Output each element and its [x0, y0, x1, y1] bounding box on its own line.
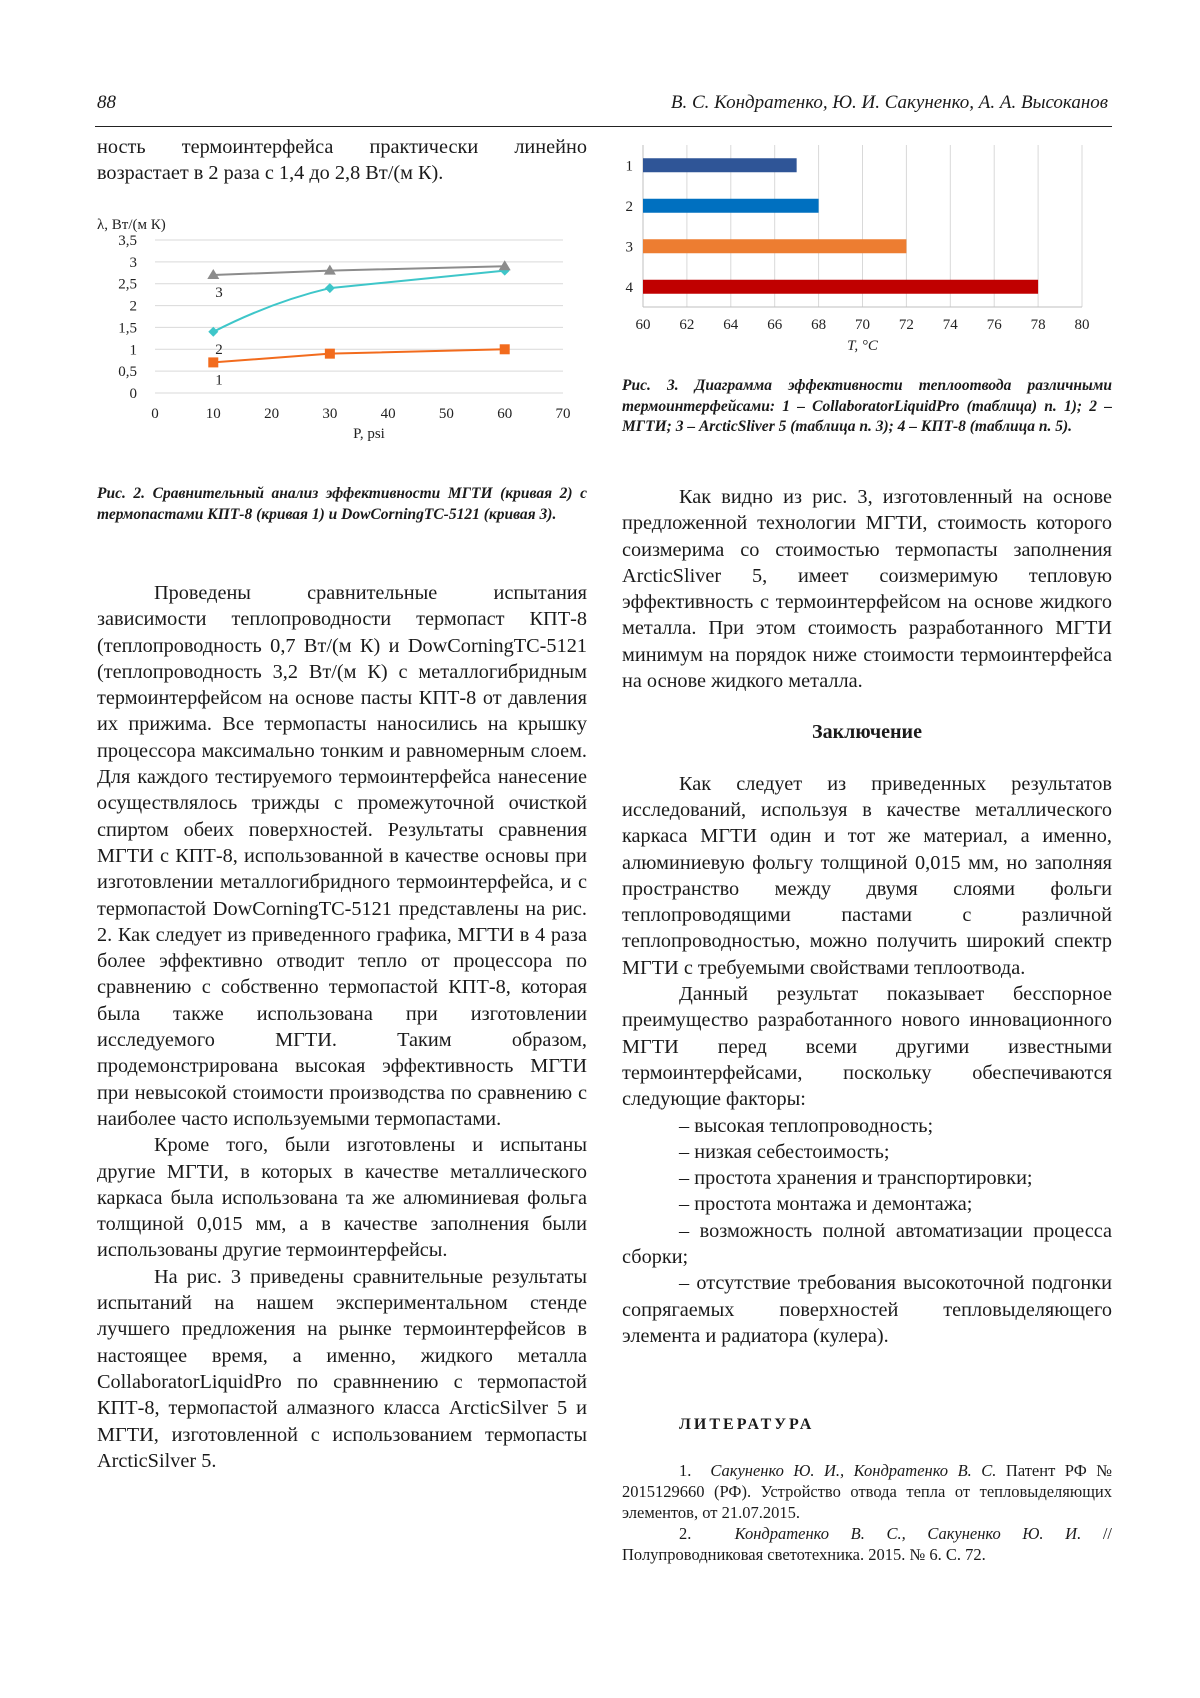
- y-tick-label: 0: [129, 386, 137, 402]
- bar-1: [643, 158, 797, 172]
- x-tick-label: 30: [322, 406, 338, 422]
- y-tick-label: 3: [129, 254, 137, 271]
- x-tick-label: 0: [151, 406, 159, 422]
- series-label: 2: [215, 341, 223, 358]
- left-body: [97, 580, 587, 1474]
- right-body: [622, 484, 1112, 1349]
- x-tick-label: 66: [767, 317, 783, 333]
- bar-4: [643, 280, 1038, 294]
- fig3-caption: Рис. 3. Диаграмма эффективности теплоотвода различными термоинтерфейсами: 1 – CollaboratorLiquidPro (таблица) п. 1); 2 – МГТИ; 3 – ArcticSliver 5 (таблица п. 3); 4 – КПТ-8 (таблица п. 5).: [622, 377, 1112, 435]
- series-line-2: [213, 271, 504, 332]
- x-tick-label: 64: [723, 317, 739, 333]
- data-point: [325, 283, 335, 293]
- literature-heading: ЛИТЕРАТУРА: [679, 1416, 815, 1433]
- x-tick-label: 70: [555, 406, 571, 422]
- fig2-line-chart: [95, 210, 595, 460]
- paragraph: На рис. 3 приведены сравнительные результаты испытаний на нашем экспериментальном стенде лучшего предложения на рынке термоинтерфейсов в настоящее время, а именно, жидкого металла CollaboratorLiquidPro по сравннению с термопастой КПТ-8, термопастой алмазного класса ArcticSilver 5 и МГТИ, изготовленной с использованием термопасты ArcticSilver 5.: [97, 1265, 587, 1472]
- y-tick-label: 1: [625, 158, 633, 175]
- paragraph: Как следует из приведенных результатов исследований, используя в качестве металлического каркаса МГТИ один и тот же материал, а именно, алюминиевую фольгу толщиной 0,015 мм, но заполняя пространство между двумя слоями фольги теплопроводящими пастами с различной теплопроводностью, можно получить широкий спектр МГТИ с требуемыми свойствами теплоотвода.: [622, 772, 1112, 979]
- data-point: [325, 349, 335, 359]
- x-tick-label: 72: [898, 317, 914, 333]
- conclusion-heading: Заключение: [812, 721, 922, 744]
- data-point: [208, 327, 218, 337]
- x-tick-label: 40: [380, 406, 396, 422]
- data-point: [208, 357, 218, 367]
- y-tick-label: 2: [625, 198, 633, 215]
- list-item: – высокая теплопроводность;: [679, 1114, 934, 1137]
- series-line-3: [213, 266, 504, 275]
- header-rule: [95, 126, 1112, 127]
- list-item: – простота хранения и транспортировки;: [679, 1167, 1033, 1190]
- x-tick-label: 76: [986, 317, 1002, 333]
- y-tick-label: 3,5: [118, 233, 137, 249]
- y-tick-label: 2,5: [118, 276, 137, 293]
- x-tick-label: 70: [855, 317, 870, 333]
- x-tick-label: 62: [679, 317, 695, 333]
- y-axis-label: λ, Вт/(м К): [97, 217, 166, 233]
- x-tick-label: 78: [1030, 317, 1046, 333]
- intro-text: ность термоинтерфейса практически линейно возрастает в 2 раза с 1,4 до 2,8 Вт/(м К).: [97, 136, 587, 185]
- data-point: [500, 344, 510, 354]
- reference-item: 2. Кондратенко В. С., Сакуненко Ю. И. // Полупроводниковая светотехника. 2015. № 6. С. 72.: [622, 1524, 1113, 1564]
- x-tick-label: 60: [497, 406, 513, 422]
- fig2-caption: Рис. 2. Сравнительный анализ эффективности МГТИ (кривая 2) с термопастами КПТ-8 (кривая 1) и DowCorningTC-5121 (кривая 3).: [97, 485, 587, 523]
- x-axis-label: T, °C: [847, 338, 878, 354]
- bar-3: [643, 239, 906, 253]
- x-tick-label: 68: [811, 317, 827, 333]
- x-tick-label: 50: [438, 406, 454, 422]
- list-item: – простота монтажа и демонтажа;: [679, 1193, 973, 1216]
- paragraph: Кроме того, были изготовлены и испытаны другие МГТИ, в которых в качестве металлического каркаса была использована та же алюминиевая фольга толщиной 0,015 мм, а в качестве заполнения были использованы другие термоинтерфейсы.: [97, 1134, 587, 1262]
- series-line-1: [213, 349, 504, 362]
- fig3-bar-chart: [605, 140, 1115, 360]
- paragraph: Данный результат показывает бесспорное преимущество разработанного нового инновационного МГТИ перед всеми другими известными термоинтерфейсами, поскольку обеспечиваются следующие факторы:: [622, 983, 1112, 1111]
- list-item: – отсутствие требования высокоточной подгонки сопрягаемых поверхностей тепловыделяющего элемента и радиатора (кулера).: [622, 1272, 1112, 1347]
- list-item: – возможность полной автоматизации процесса сборки;: [622, 1219, 1112, 1269]
- paragraph: Как видно из рис. 3, изготовленный на основе предложенной технологии МГТИ, стоимость которого соизмерима со стоимостью термопасты заполнения ArcticSliver 5, имеет соизмеримую тепловую эффективность с термоинтерфейсом на основе жидкого металла. При этом стоимость разработанного МГТИ минимум на порядок ниже стоимости термоинтерфейса на основе жидкого металла.: [622, 486, 1112, 693]
- y-tick-label: 4: [625, 279, 633, 296]
- paragraph: Проведены сравнительные испытания зависимости теплопроводности термопаст КПТ-8 (теплопроводность 0,7 Вт/(м К) и DowCorningTC-5121 (теплопроводность 3,2 Вт/(м К) с металлогибридным термоинтерфейсом на основе пасты КПТ-8 от давления их прижима. Все термопасты наносились на крышку процессора максимально тонким и равномерным слоем. Для каждого тестируемого термоинтерфейса нанесение осуществлялось трижды с промежуточной очисткой спиртом обеих поверхностей. Результаты сравнения МГТИ с КПТ-8, использованной в качестве основы при изготовлении металлогибридного термоинтерфейса, и с термопастой DowCorningTC-5121 представлены на рис. 2. Как следует из приведенного графика, МГТИ в 4 раза более эффективно отводит тепло от процессора по сравнению с собственно термопастой КПТ-8, которая была также использована при изготовлении исследуемого МГТИ. Таким образом, продемонстрирована высокая эффективность МГТИ при невысокой стоимости производства по сравнению с наиболее часто используемыми термопастами.: [97, 582, 587, 1130]
- x-tick-label: 74: [942, 317, 958, 333]
- x-tick-label: 60: [635, 317, 651, 333]
- y-tick-label: 1: [129, 342, 137, 359]
- series-label: 1: [215, 372, 223, 389]
- y-tick-label: 0,5: [118, 364, 137, 381]
- bar-2: [643, 199, 819, 213]
- page-number: 88: [97, 92, 116, 113]
- y-tick-label: 3: [625, 239, 633, 256]
- series-label: 3: [215, 284, 223, 301]
- x-tick-label: 80: [1074, 317, 1090, 333]
- running-head-authors: В. С. Кондратенко, Ю. И. Сакуненко, А. А. Высоканов: [670, 92, 1108, 113]
- y-tick-label: 2: [129, 298, 137, 315]
- x-tick-label: 20: [264, 406, 280, 422]
- y-tick-label: 1,5: [118, 320, 137, 337]
- x-axis-label: P, psi: [353, 426, 385, 442]
- list-item: – низкая себестоимость;: [679, 1140, 890, 1163]
- x-tick-label: 10: [205, 406, 221, 422]
- reference-item: 1. Сакуненко Ю. И., Кондратенко В. С. Патент РФ № 2015129660 (РФ). Устройство отвода тепла от тепловыделяющих элементов, от 21.07.2015.: [622, 1461, 1112, 1522]
- references-list: [622, 1460, 1112, 1565]
